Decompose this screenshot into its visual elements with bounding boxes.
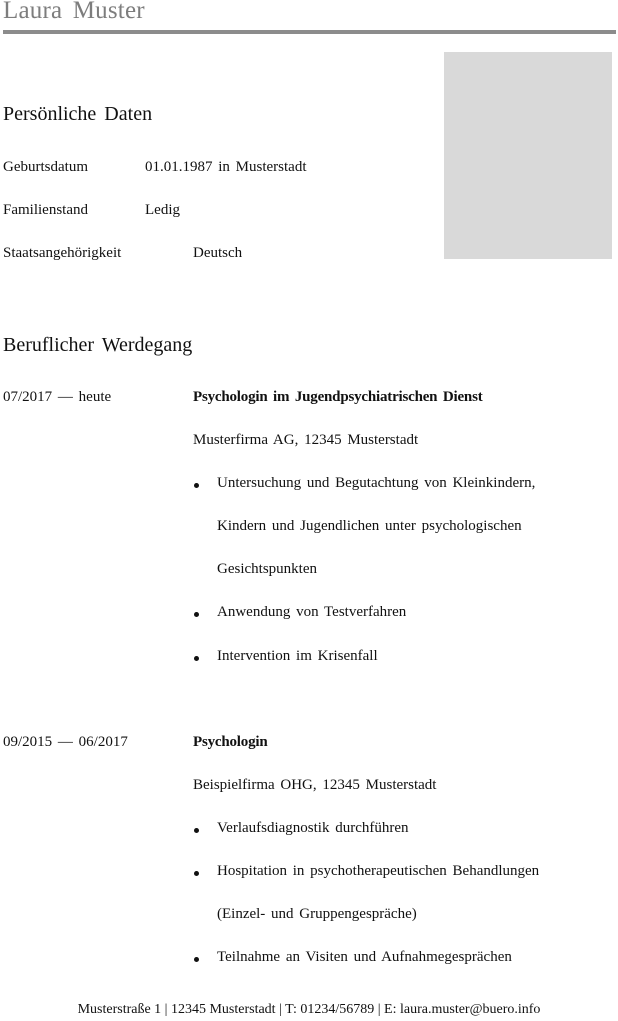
job-position: Psychologin im Jugendpsychiatrischen Dienst (193, 389, 483, 405)
job-task-line: Gesichtspunkten (217, 561, 317, 577)
personal-label-birth: Geburtsdatum (3, 159, 88, 175)
footer-contact: Musterstraße 1 | 12345 Musterstadt | T: 01234/56789 | E: laura.muster@buero.info (77, 1002, 541, 1017)
job-task-line: Anwendung von Testverfahren (217, 604, 407, 620)
bullet-dot (194, 483, 199, 488)
bullet-dot (194, 656, 199, 661)
personal-value-birth: 01.01.1987 in Musterstadt (145, 159, 307, 175)
job-task-line: (Einzel- und Gruppengespräche) (217, 906, 417, 922)
candidate-name: Laura Muster (3, 0, 145, 24)
bullet-dot (194, 871, 199, 876)
bullet-dot (194, 957, 199, 962)
photo-placeholder (444, 52, 612, 259)
job-period: 07/2017 — heute (3, 389, 112, 405)
personal-value-marital: Ledig (145, 202, 180, 218)
bullet-dot (194, 828, 199, 833)
job-company: Beispielfirma OHG, 12345 Musterstadt (193, 777, 437, 793)
job-company: Musterfirma AG, 12345 Musterstadt (193, 432, 419, 448)
bullet-dot (194, 612, 199, 617)
job-period: 09/2015 — 06/2017 (3, 734, 128, 750)
job-task-line: Hospitation in psychotherapeutischen Behandlungen (217, 863, 540, 879)
job-position: Psychologin (193, 734, 268, 750)
job-task-line: Untersuchung und Begutachtung von Kleinkindern, (217, 475, 536, 491)
header-rule (3, 30, 616, 34)
personal-label-nationality: Staatsangehörigkeit (3, 245, 122, 261)
job-task-line: Teilnahme an Visiten und Aufnahmegesprächen (217, 949, 512, 965)
job-task-line: Kindern und Jugendlichen unter psychologischen (217, 518, 522, 534)
job-task-line: Verlaufsdiagnostik durchführen (217, 820, 409, 836)
personal-label-marital: Familienstand (3, 202, 88, 218)
section-title-career: Beruflicher Werdegang (3, 334, 193, 356)
personal-value-nationality: Deutsch (193, 245, 243, 261)
job-task-line: Intervention im Krisenfall (217, 648, 378, 664)
section-title-personal: Persönliche Daten (3, 103, 153, 125)
